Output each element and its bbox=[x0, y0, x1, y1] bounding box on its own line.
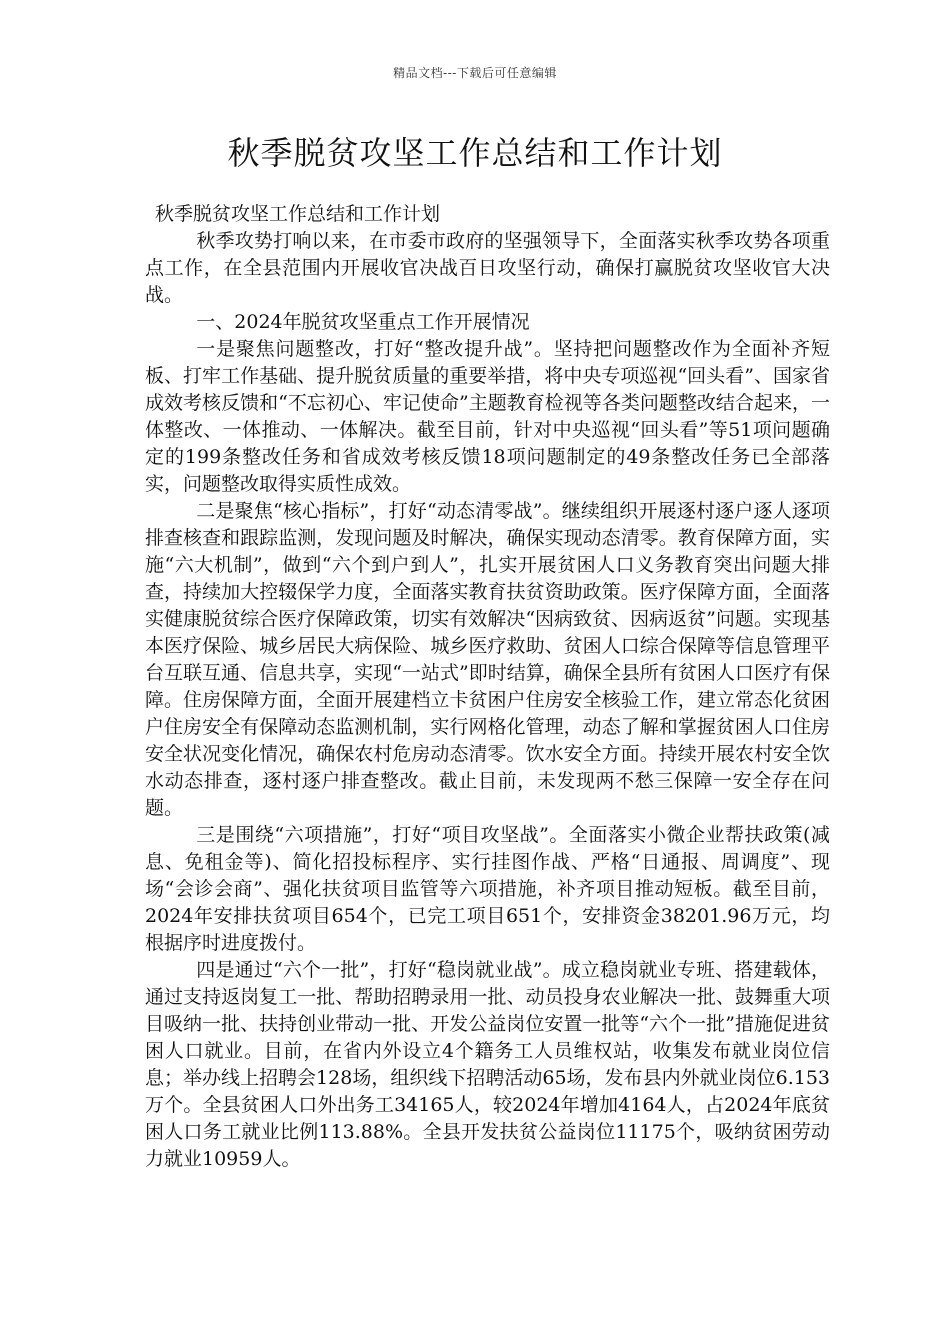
paragraph-employment: 四是通过“六个一批”，打好“稳岗就业战”。成立稳岗就业专班、搭建载体，通过支持返岗复工一批、帮助招聘录用一批、动员投身农业解决一批、鼓舞重大项目吸纳一批、扶持创业带动一批、开发公益岗位安置一批等“六个一批”措施促进贫困人口就业。目前，在省内外设立4个籍务工人员维权站，收集发布就业岗位信息；举办线上招聘会128场，组织线下招聘活动65场，发布县内外就业岗位6.153万个。全县贫困人口外出务工34165人，较2024年增加4164人，占2024年底贫困人口务工就业比例113.88%。全县开发扶贫公益岗位11175个，吸纳贫困劳动力就业10959人。 bbox=[145, 959, 830, 1170]
paragraph-projects: 三是围绕“六项措施”，打好“项目攻坚战”。全面落实小微企业帮扶政策(减息、免租金等)、简化招投标程序、实行挂图作战、严格“日通报、周调度”、现场“会诊会商”、强化扶贫项目监管等六项措施，补齐项目推动短板。截至目前，2024年安排扶贫项目654个，已完工项目651个，安排资金38201.96万元，均根据序时进度拨付。 bbox=[145, 824, 830, 954]
intro-paragraph: 秋季攻势打响以来，在市委市政府的坚强领导下，全面落实秋季攻势各项重点工作，在全县范围内开展收官决战百日攻坚行动，确保打赢脱贫攻坚收官大决战。 bbox=[145, 230, 830, 306]
section-heading: 一、2024年脱贫攻坚重点工作开展情况 bbox=[196, 311, 530, 333]
document-body bbox=[145, 201, 830, 1173]
header-note: 精品文档---下载后可任意编辑 bbox=[393, 66, 557, 80]
paragraph-core-indicators: 二是聚焦“核心指标”，打好“动态清零战”。继续组织开展逐村逐户逐人逐项排查核查和跟踪监测，发现问题及时解决，确保实现动态清零。教育保障方面，实施“六大机制”，做到“六个到户到人”，扎实开展贫困人口义务教育突出问题大排查，持续加大控辍保学力度，全面落实教育扶贫资助政策。医疗保障方面，全面落实健康脱贫综合医疗保障政策，切实有效解决“因病致贫、因病返贫”问题。实现基本医疗保险、城乡居民大病保险、城乡医疗救助、贫困人口综合保障等信息管理平台互联互通、信息共享，实现“一站式”即时结算，确保全县所有贫困人口医疗有保障。住房保障方面，全面开展建档立卡贫困户住房安全核验工作，建立常态化贫困户住房安全有保障动态监测机制，实行网格化管理，动态了解和掌握贫困人口住房安全状况变化情况，确保农村危房动态清零。饮水安全方面。持续开展农村安全饮水动态排查，逐村逐户排查整改。截止目前，未发现两不愁三保障一安全存在问题。 bbox=[145, 500, 830, 819]
document-subtitle: 秋季脱贫攻坚工作总结和工作计划 bbox=[155, 203, 441, 225]
document-title: 秋季脱贫攻坚工作总结和工作计划 bbox=[227, 134, 723, 172]
paragraph-rectification: 一是聚焦问题整改，打好“整改提升战”。坚持把问题整改作为全面补齐短板、打牢工作基础、提升脱贫质量的重要举措，将中央专项巡视“回头看”、国家省成效考核反馈和“不忘初心、牢记使命”主题教育检视等各类问题整改结合起来，一体整改、一体推动、一体解决。截至目前，针对中央巡视“回头看”等51项问题确定的199条整改任务和省成效考核反馈18项问题制定的49条整改任务已全部落实，问题整改取得实质性成效。 bbox=[145, 338, 830, 495]
